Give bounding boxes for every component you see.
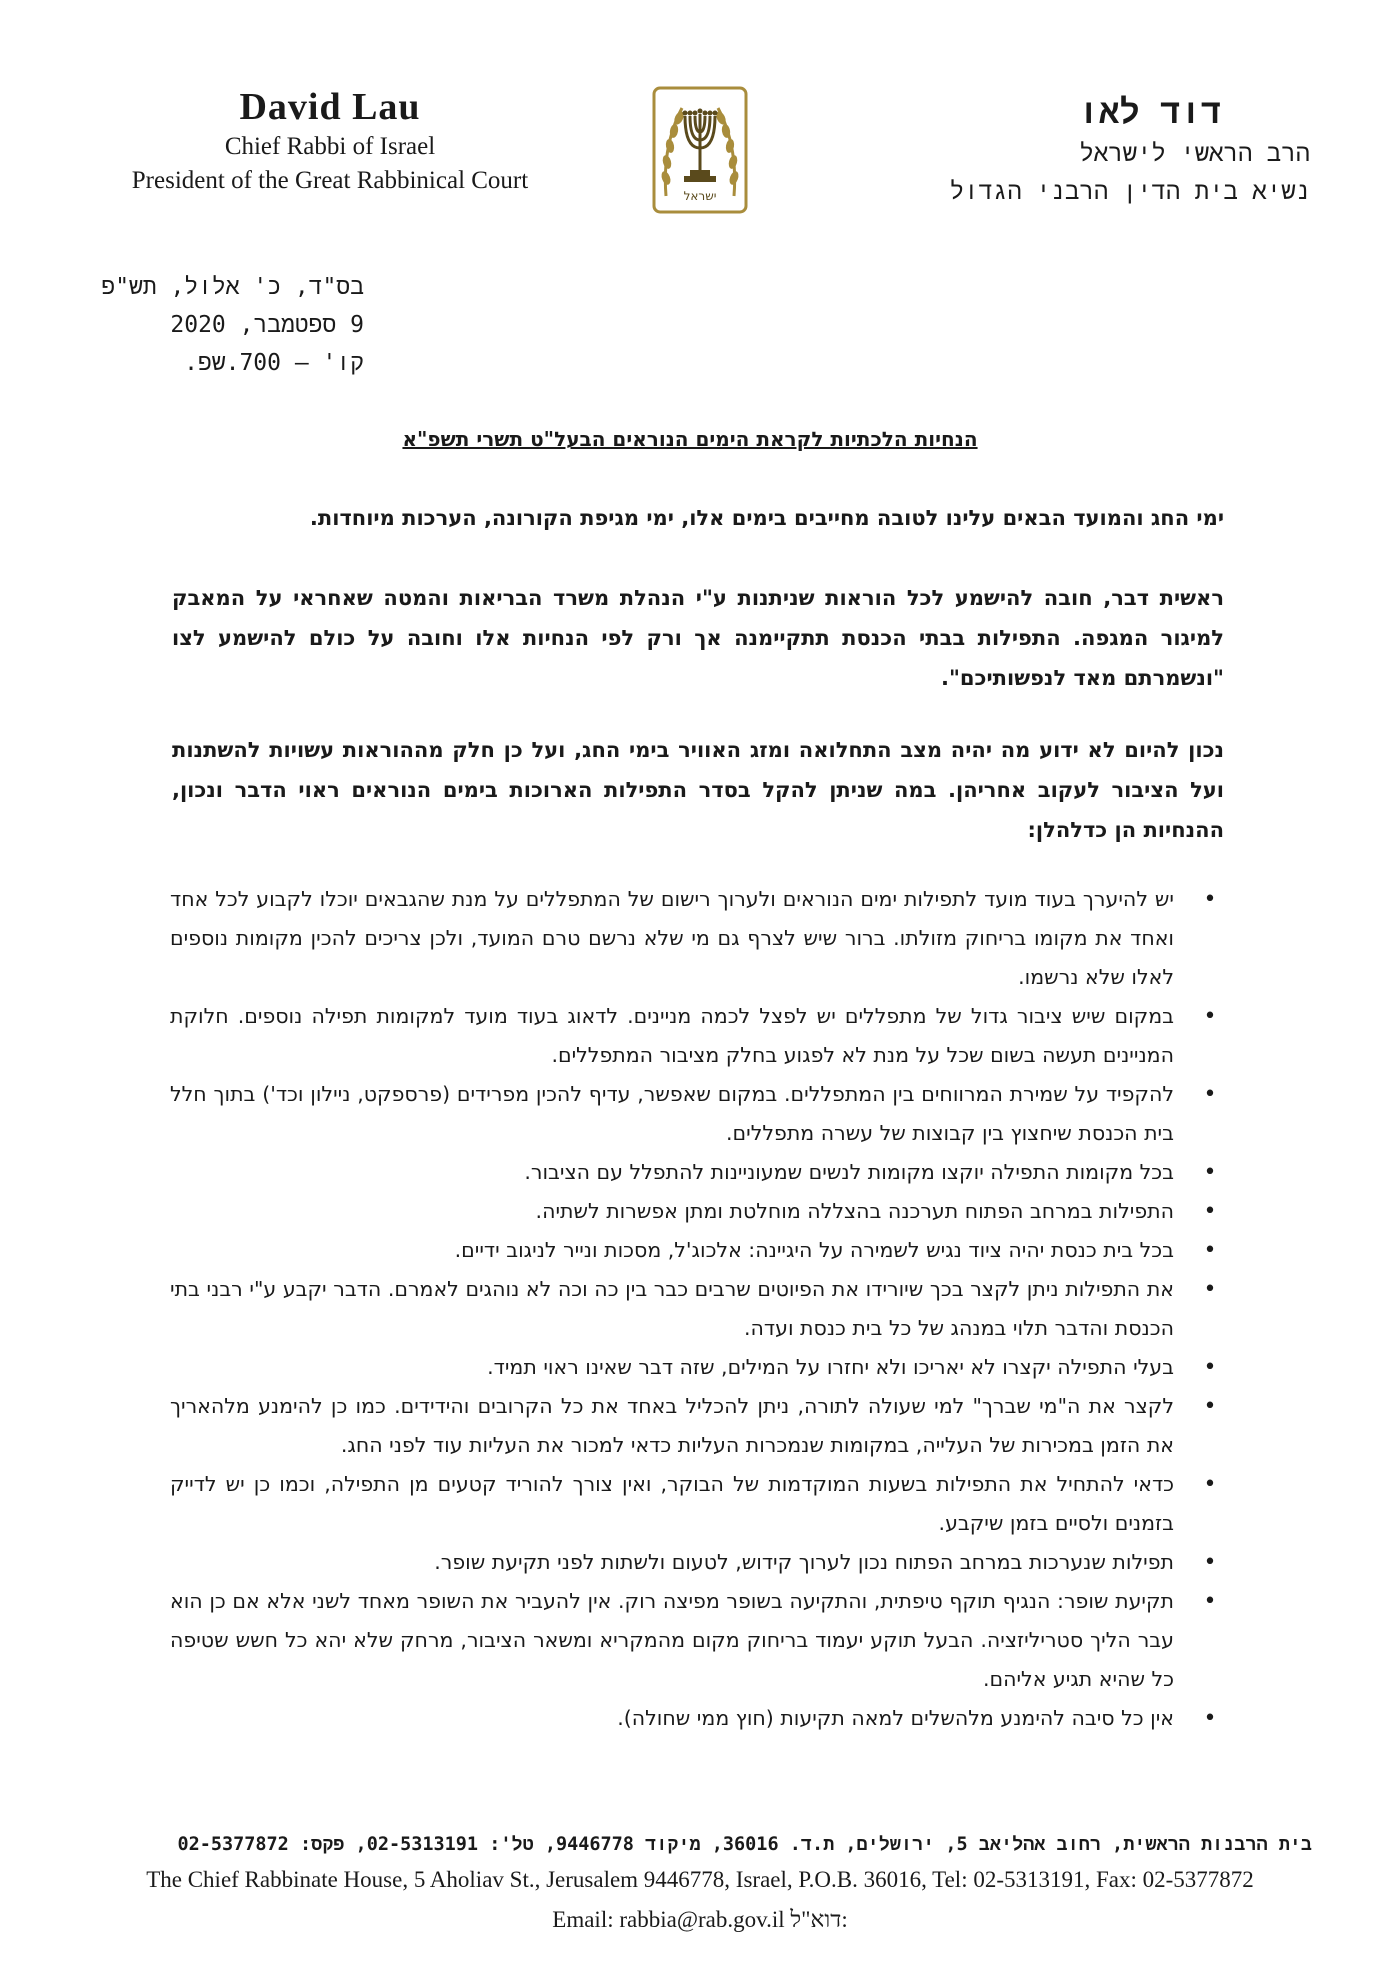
- letterhead-hebrew-name: דוד לאו: [1078, 92, 1222, 132]
- bullet-icon: •: [1203, 1706, 1217, 1731]
- list-item-text: בעלי התפילה יקצרו לא יאריכו ולא יחזרו על המילים, שזה דבר שאינו ראוי תמיד.: [487, 1355, 1174, 1379]
- paragraph-guidelines-lead: נכון להיום לא ידוע מה יהיה מצב התחלואה ומזג האוויר בימי החג, ועל כן חלק מההוראות עשויות להשתנות ועל הציבור לעקוב אחריהן. במה שניתן להקל בסדר התפילות הארוכות בימים הנוראים ראוי הדבר ונכון, ההנחיות הן כדלהלן:: [172, 738, 1224, 842]
- list-item: [170, 1543, 1220, 1582]
- list-item-text: להקפיד על שמירת המרווחים בין המתפללים. במקום שאפשר, עדיף להכין מפרידים (פרספקט, ניילון וכד') בתוך חלל בית הכנסת שיחצוץ בין קבוצות של עשרה מתפללים.: [170, 1082, 1174, 1145]
- bullet-icon: •: [1203, 1589, 1217, 1614]
- list-item: [170, 1387, 1220, 1465]
- list-item: [170, 1075, 1220, 1153]
- bullet-icon: •: [1203, 1238, 1217, 1263]
- list-item-text: התפילות במרחב הפתוח תערכנה בהצללה מוחלטת ומתן אפשרות לשתיה.: [535, 1199, 1174, 1223]
- reference-number: קו' – 700.שפ.: [184, 350, 364, 376]
- bullet-icon: •: [1203, 1472, 1217, 1497]
- bullet-icon: •: [1203, 887, 1217, 912]
- emblem-caption: ישראל: [683, 189, 717, 203]
- list-item-text: כדאי להתחיל את התפילות בשעות המוקדמות של הבוקר, ואין צורך להוריד קטעים מן התפילה, וכמו כן יש לדייק בזמנים ולסיים בזמן שיקבע.: [170, 1472, 1174, 1535]
- list-item: [170, 1231, 1220, 1270]
- bullet-icon: •: [1203, 1277, 1217, 1302]
- bullet-icon: •: [1203, 1004, 1217, 1029]
- state-emblem-icon: [652, 86, 748, 218]
- bullet-icon: •: [1203, 1082, 1217, 1107]
- paragraph-health-ministry: ראשית דבר, חובה להישמע לכל הוראות שניתנות ע"י הנהלת משרד הבריאות והמטה שאחראי על המאבק למיגור המגפה. התפילות בבתי הכנסת תתקיימנה אך ורק לפי הנחיות אלו וחובה על כולם להישמע לצו "ונשמרתם מאד לנפשותיכם".: [172, 586, 1224, 690]
- list-item-text: אין כל סיבה להימנע מלהשלים למאה תקיעות (חוץ ממי שחולה).: [617, 1706, 1174, 1730]
- letterhead-english-subtitle: President of the Great Rabbinical Court: [131, 167, 529, 194]
- letterhead-english: [120, 84, 540, 198]
- bullet-icon: •: [1203, 1355, 1217, 1380]
- list-item: [170, 1465, 1220, 1543]
- letter-subject: הנחיות הלכתיות לקראת הימים הנוראים הבעל"ט תשרי תשפ"א: [402, 427, 978, 451]
- list-item-text: תקיעת שופר: הנגיף תוקף טיפתית, והתקיעה בשופר מפיצה רוק. אין להעביר את השופר מאחד לשני אלא אם כן הוא עבר הליך סטריליזציה. הבעל תוקע יעמוד בריחוק מקום מהמקריא ומשאר הציבור, מרחק שלא יהא כל חשש שטיפה כל שהיא תגיע אליהם.: [170, 1589, 1174, 1691]
- list-item-text: בכל בית כנסת יהיה ציוד נגיש לשמירה על היגיינה: אלכוג'ל, מסכות ונייר לניגוב ידיים.: [454, 1238, 1174, 1262]
- list-item-text: את התפילות ניתן לקצר בכך שיורידו את הפיוטים שרבים כבר בין כה וכה לא נוהגים לאמרם. הדבר יקבע ע"י רבני בתי הכנסת והדבר תלוי במנהג של כל בית כנסת ועדה.: [170, 1277, 1174, 1340]
- guidelines-list: [170, 880, 1220, 1738]
- list-item: [170, 1582, 1220, 1699]
- footer-hebrew-address: בית הרבנות הראשית, רחוב אהליאב 5, ירושלים, ת.ד. 36016, מיקוד 9446778, טל': 02-5313191, פקס: 02-5377872: [177, 1834, 1312, 1855]
- bullet-icon: •: [1203, 1199, 1217, 1224]
- list-item-text: תפילות שנערכות במרחב הפתוח נכון לערוך קידוש, לטעום ולשתות לפני תקיעת שופר.: [434, 1550, 1174, 1574]
- list-item-text: בכל מקומות התפילה יוקצו מקומות לנשים שמעוניינות להתפלל עם הציבור.: [524, 1160, 1174, 1184]
- list-item: [170, 1270, 1220, 1348]
- list-item: [170, 997, 1220, 1075]
- list-item: [170, 880, 1220, 997]
- list-item-text: לקצר את ה"מי שברך" למי שעולה לתורה, ניתן להכליל באחד את כל הקרובים והידידים. כמו כן להימנע מלהאריך את הזמן במכירות של העלייה, במקומות שנמכרות העליות כדאי למכור את העליות עוד לפני החג.: [170, 1394, 1174, 1457]
- paragraph-intro: ימי החג והמועד הבאים עלינו לטובה מחייבים בימים אלו, ימי מגיפת הקורונה, הערכות מיוחדות.: [309, 506, 1224, 530]
- footer-email: [80, 1907, 1320, 1933]
- list-item-text: במקום שיש ציבור גדול של מתפללים יש לפצל לכמה מניינים. לדאוג בעוד מועד למקומות תפילה נוספים. חלוקת המניינים תעשה בשום שכל על מנת לא לפגוע בחלק מציבור המתפללים.: [170, 1004, 1174, 1067]
- email-label-hebrew: דוא"ל:: [790, 1907, 848, 1932]
- list-item: [170, 1348, 1220, 1387]
- date-block: [101, 268, 364, 382]
- letterhead-english-title: Chief Rabbi of Israel: [224, 133, 436, 160]
- bullet-icon: •: [1203, 1394, 1217, 1419]
- list-item: [170, 1699, 1220, 1738]
- email-address[interactable]: Email: rabbia@rab.gov.il: [552, 1907, 785, 1932]
- letterhead-hebrew-title: הרב הראשי לישראל: [1079, 139, 1310, 167]
- letterhead-english-name: David Lau: [239, 86, 421, 128]
- bullet-icon: •: [1203, 1550, 1217, 1575]
- list-item-text: יש להיערך בעוד מועד לתפילות ימים הנוראים ולערוך רישום של המתפללים על מנת שהגבאים יוכלו לקבוע לכל אחד ואחד את מקומו בריחוק מזולתו. ברור שיש לצרף גם מי שלא נרשם טרם המועד, ולכן צריכים להכין מקומות נוספים לאלו שלא נרשמו.: [170, 887, 1174, 989]
- gregorian-date: 9 ספטמבר, 2020: [170, 312, 364, 338]
- list-item: [170, 1192, 1220, 1231]
- list-item: [170, 1153, 1220, 1192]
- letterhead-hebrew: [890, 90, 1310, 210]
- letterhead-hebrew-subtitle: נשיא בית הדין הרבני הגדול: [949, 177, 1310, 205]
- bullet-icon: •: [1203, 1160, 1217, 1185]
- hebrew-date: בס"ד, כ' אלול, תש"פ: [101, 274, 364, 300]
- footer-english-address: The Chief Rabbinate House, 5 Aholiav St., Jerusalem 9446778, Israel, P.O.B. 36016, Tel: 02-5313191, Fax: 02-5377872: [146, 1867, 1254, 1892]
